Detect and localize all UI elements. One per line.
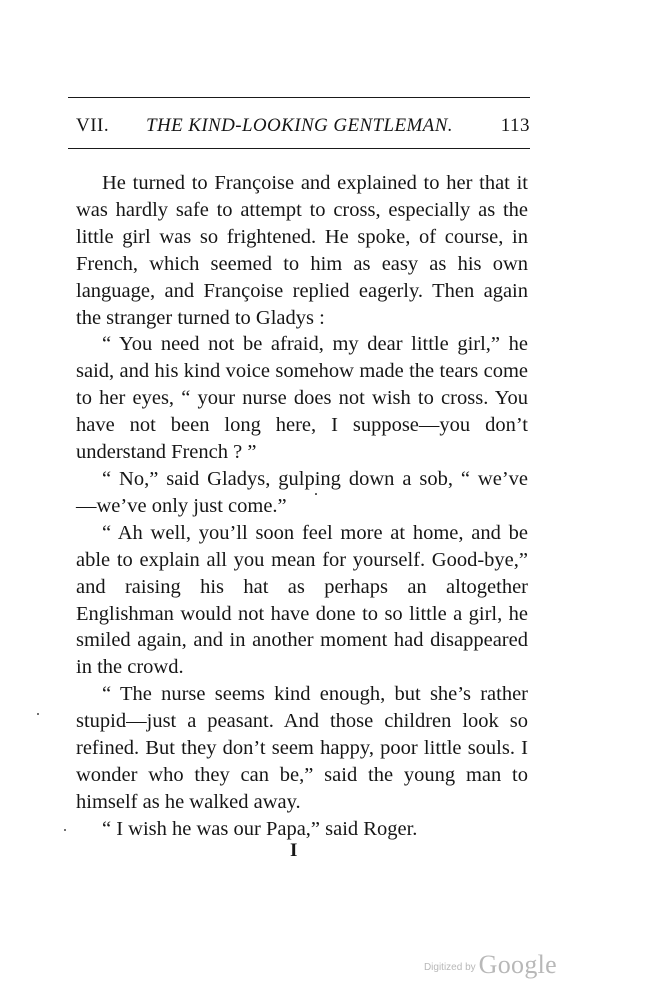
scan-speck — [37, 713, 39, 715]
paragraph: He turned to Françoise and explained to her that it was hardly safe to attempt to cross, especially as the little girl was so frightened. He spoke, of course, in French, which seemed to him as easy as his own language, and Françoise replied eagerly. Then again the stranger turned to Gladys : — [76, 172, 528, 329]
header-top-rule — [68, 97, 530, 98]
paragraph: “ You need not be afraid, my dear little girl,” he said, and his kind voice somehow made the tears come to her eyes, “ your nurse does not wish to cross. You have not been long here, I suppose—you don’t understand French ? ” — [76, 333, 528, 464]
paragraph: “ No,” said Gladys, gulping down a sob, “ we’ve —we’ve only just come.” — [76, 467, 528, 517]
running-title: THE KIND-LOOKING GENTLEMAN. — [146, 115, 453, 136]
paragraph: “ I wish he was our Papa,” said Roger. — [102, 817, 418, 840]
digitized-watermark — [424, 950, 557, 980]
page-number: 113 — [500, 115, 530, 136]
paragraph: “ Ah well, you’ll soon feel more at home, and be able to explain all you mean for yourself. Good-bye,” and raising his hat as perhaps an altogether Englishman would not have done to so little a girl, he smiled again, and in another moment had disappeared in the crowd. — [76, 521, 528, 679]
header-bottom-rule — [68, 148, 530, 149]
running-header — [76, 111, 530, 141]
scan-speck — [64, 829, 66, 831]
signature-mark: I — [290, 840, 298, 861]
body-text — [76, 170, 528, 843]
watermark-prefix: Digitized by — [423, 962, 476, 973]
scan-speck — [315, 493, 317, 495]
google-logo: Google — [478, 950, 557, 979]
paragraph: “ The nurse seems kind enough, but she’s rather stupid—just a peasant. And those children look so refined. But they don’t seem happy, poor little souls. I wonder who they can be,” said the young man to himself as he walked away. — [76, 683, 528, 813]
chapter-number: VII. — [76, 115, 110, 136]
